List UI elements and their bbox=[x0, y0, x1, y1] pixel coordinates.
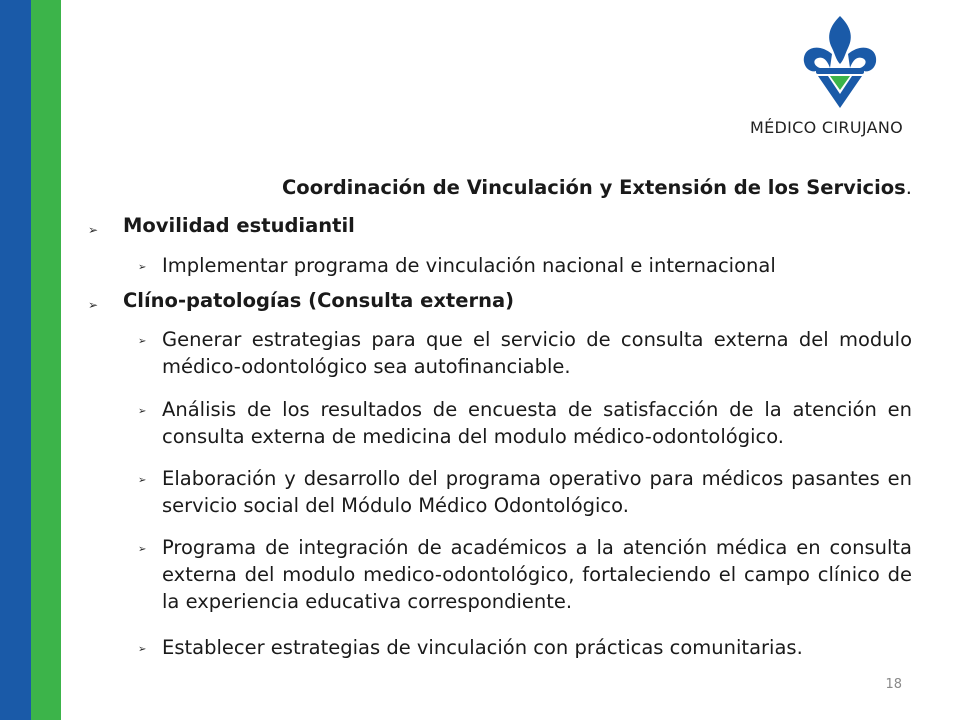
heading-period: . bbox=[905, 176, 912, 199]
list-item: Generar estrategias para que el servicio de consulta externa del modulo médico-odontológico sea autofinanciable. bbox=[162, 328, 912, 378]
logo-top-petal bbox=[829, 16, 851, 64]
bullet-arrow-icon: ➢ bbox=[138, 644, 147, 655]
logo-left-petal bbox=[804, 48, 832, 72]
left-green-bar bbox=[31, 0, 61, 720]
section-title: Clíno-patologías (Consulta externa) bbox=[123, 289, 515, 312]
section-title: Movilidad estudiantil bbox=[123, 214, 355, 237]
list-item: Establecer estrategias de vinculación con prácticas comunitarias. bbox=[162, 636, 803, 659]
bullet-arrow-icon: ➢ bbox=[138, 475, 147, 486]
list-item: Programa de integración de académicos a la atención médica en consulta externa del modulo medico-odontológico, fortaleciendo el campo clínico de la experiencia educativa correspondiente. bbox=[162, 536, 912, 613]
page-heading bbox=[282, 176, 912, 199]
university-logo bbox=[800, 14, 880, 110]
bullet-arrow-icon: ➢ bbox=[88, 298, 99, 312]
page-number: 18 bbox=[885, 677, 902, 692]
bullet-arrow-icon: ➢ bbox=[138, 336, 147, 347]
program-subtitle: MÉDICO CIRUJANO bbox=[750, 118, 903, 137]
list-item: Elaboración y desarrollo del programa operativo para médicos pasantes en servicio social del Módulo Médico Odontológico. bbox=[162, 467, 912, 517]
bullet-arrow-icon: ➢ bbox=[138, 406, 147, 417]
bullet-arrow-icon: ➢ bbox=[88, 223, 99, 237]
bullet-arrow-icon: ➢ bbox=[138, 262, 147, 273]
list-item: Implementar programa de vinculación nacional e internacional bbox=[162, 254, 776, 277]
logo-band bbox=[816, 68, 864, 74]
bullet-arrow-icon: ➢ bbox=[138, 544, 147, 555]
left-blue-bar bbox=[0, 0, 31, 720]
heading-text: Coordinación de Vinculación y Extensión de los Servicios bbox=[282, 176, 906, 199]
list-item: Análisis de los resultados de encuesta de satisfacción de la atención en consulta externa de medicina del modulo médico-odontológico. bbox=[162, 398, 912, 448]
logo-right-petal bbox=[848, 48, 876, 72]
